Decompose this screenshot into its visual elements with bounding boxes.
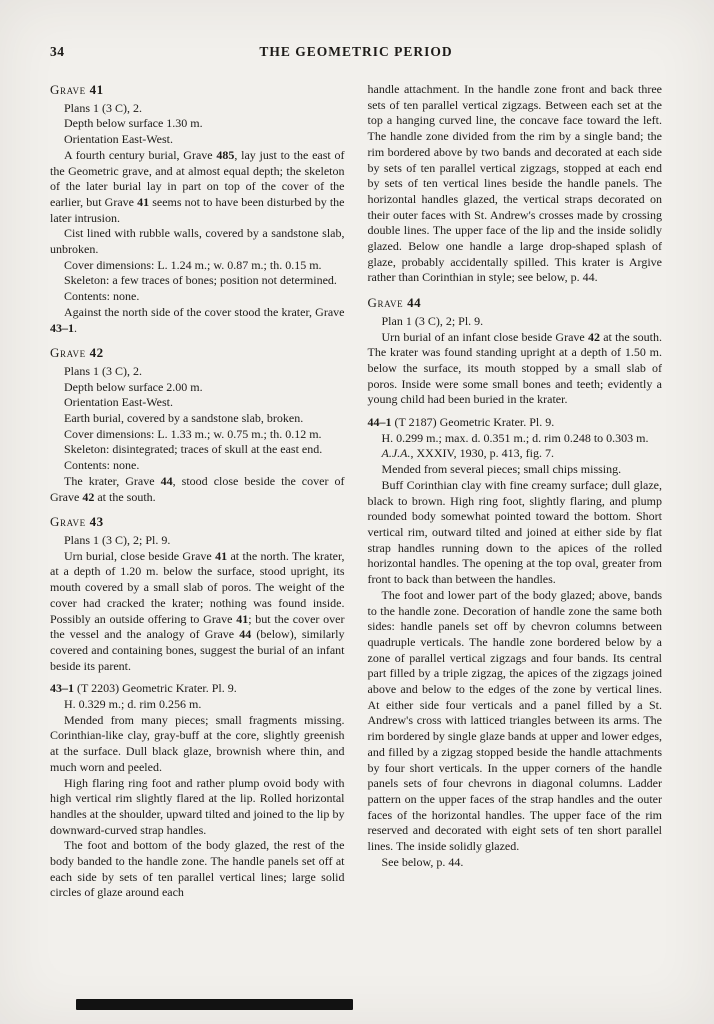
text-run: Cist lined with rubble walls, covered by a sandstone slab, unbroken. xyxy=(50,226,345,257)
text-run: Grave xyxy=(50,345,90,361)
text-run: (below), similarly covered and containing bones, suggest the burial of an infant beside its parent. xyxy=(50,627,345,673)
paragraph xyxy=(50,380,345,396)
text-run: High flaring ring foot and rather plump ovoid body with high vertical rim slightly flared at the lip. Rolled horizontal handles at the shoulder, upward tilted and joined to the lip by downward-curved strap handles. xyxy=(50,775,345,837)
text-run: Plans 1 (3 C), 2; Pl. 9. xyxy=(64,532,171,547)
text-run: 42 xyxy=(587,329,600,344)
text-run: , stood close beside the cover of Grave xyxy=(50,473,345,504)
paragraph xyxy=(368,82,663,286)
text-run: A fourth century burial, Grave xyxy=(64,147,217,162)
text-run: Urn burial, close beside Grave xyxy=(64,548,216,563)
paragraph xyxy=(50,273,345,289)
text-run: Cover dimensions: L. 1.24 m.; w. 0.87 m.; th. 0.15 m. xyxy=(64,257,322,272)
text-run: Cover dimensions: L. 1.33 m.; w. 0.75 m.; th. 0.12 m. xyxy=(64,426,322,441)
text-run: Buff Corinthian clay with fine creamy surface; dull glaze, black to brown. High ring foot, slightly flaring, and plump rounded body somewhat pointed toward the bottom. Short vertical rim, outward tilted and joined at either side by flat strap handles running down to the apices of the rolled horizontal handles. The opening at the top oval, greater from front to back than between the handles. xyxy=(367,477,662,587)
paragraph xyxy=(50,364,345,380)
grave-heading xyxy=(50,82,345,98)
text-run: The krater, Grave xyxy=(64,473,161,488)
grave-heading xyxy=(368,295,663,311)
text-run: Plans 1 (3 C), 2. xyxy=(64,363,142,378)
paragraph xyxy=(50,101,345,117)
text-run: ; but the cover over the vessel and the analogy of Grave xyxy=(50,611,345,642)
text-run: at the north. The krater, at a depth of 1.20 m. below the surface, stood upright, its mouth covered by a small slab of poros. The weight of the cover had cracked the krater; nothing was found inside. Possibly an outside offering to Grave xyxy=(50,548,345,626)
catalog-entry xyxy=(50,681,345,697)
text-run: The foot and lower part of the body glazed; above, bands to the handle zone. Decoration of handle zone the same both sides: handle panels set off by chevron columns between quadruple verticals. The handle zone bordered below by a zone of parallel vertical zigzags and four bands. Its central part filled by a triple zigzag, the apices of the zigzags joined above and below to the edges of the zone by vertical lines. At either side four verticals and a panel filled by a St. Andrew's cross with latticed triangles between its arms. The rim bordered by single glaze bands at upper and lower edges, and filled by a zigzag stopped beside the handle attachments by four short verticals. In the upper corners of the handle panels sets of four chevrons in diagonal columns. Ladder pattern on the upper faces of the strap handles and the outer faces of the horizontal handles. The upper face of the rim reserved and decorated with eight sets of ten short parallel lines. The inside solidly glazed. xyxy=(367,587,662,854)
paragraph xyxy=(368,478,663,588)
text-run: seems not to have been disturbed by the later intrusion. xyxy=(50,194,345,225)
paragraph xyxy=(368,446,663,462)
paragraph xyxy=(368,462,663,478)
paragraph xyxy=(50,533,345,549)
page-title: THE GEOMETRIC PERIOD xyxy=(259,44,453,59)
text-run: 44 xyxy=(407,295,422,311)
paragraph xyxy=(50,549,345,675)
grave-heading xyxy=(50,514,345,530)
page-number: 34 xyxy=(50,44,65,59)
paragraph xyxy=(50,411,345,427)
text-run: Mended from several pieces; small chips missing. xyxy=(381,462,622,477)
paragraph xyxy=(50,226,345,257)
paragraph xyxy=(368,314,663,330)
text-run: (T 2187) Geometric Krater. Pl. 9. xyxy=(391,415,555,430)
text-columns xyxy=(50,82,662,901)
paragraph xyxy=(50,395,345,411)
text-run: handle attachment. In the handle zone front and back three sets of ten parallel vertical zigzags. Between each set at the top a hanging curved line, the concave face toward the left. The handle zone divided from the rim by a single band; the rim bordered above by two bands and decorated at each side by sets of ten parallel vertical zigzags, stopped at each end by sets of ten vertical lines beside the handle panels. The horizontal handles glazed, the vertical straps decorated on their outer faces with St. Andrew's crosses made by crossing double lines. The upper face of the lip and the inside solidly glazed. Below one handle a large drop-shaped splash of glaze, probably accidentally spilled. This krater is Argive rather than Corinthian in style; see below, p. 44. xyxy=(367,82,662,285)
text-run: 43–1 xyxy=(50,681,74,696)
paragraph xyxy=(50,258,345,274)
text-run: , lay just to the east of the Geometric grave, and at almost equal depth; the skeleton of the later burial lay in part on top of the cover of the earlier, but Grave xyxy=(50,147,345,209)
running-head xyxy=(50,44,662,60)
paragraph xyxy=(50,148,345,227)
text-run: 42 xyxy=(89,345,104,361)
paragraph xyxy=(50,713,345,776)
text-run: 43–1 xyxy=(50,320,74,335)
text-run: Skeleton: a few traces of bones; position not determined. xyxy=(64,273,337,288)
text-run: 44 xyxy=(239,627,252,642)
text-run: Plans 1 (3 C), 2. xyxy=(64,100,142,115)
paragraph xyxy=(368,588,663,855)
paragraph xyxy=(50,474,345,505)
text-run: 485 xyxy=(216,147,235,162)
paragraph xyxy=(50,289,345,305)
paragraph xyxy=(50,442,345,458)
text-run: Depth below surface 2.00 m. xyxy=(64,379,203,394)
text-run: Grave xyxy=(50,82,90,97)
scan-artifact-bar xyxy=(76,999,353,1010)
paragraph xyxy=(368,855,663,871)
text-run: Urn burial of an infant close beside Grave xyxy=(381,329,588,344)
text-run: 43 xyxy=(89,514,104,530)
text-run: Grave xyxy=(50,514,90,530)
paragraph xyxy=(50,305,345,336)
paragraph xyxy=(50,427,345,443)
text-run: 42 xyxy=(82,489,95,504)
text-run: 41 xyxy=(89,82,104,97)
text-run: Orientation East-West. xyxy=(64,132,174,147)
text-run: Plan 1 (3 C), 2; Pl. 9. xyxy=(381,313,484,328)
text-run: Contents: none. xyxy=(64,289,140,304)
text-run: Against the north side of the cover stood the krater, Grave xyxy=(64,304,345,319)
text-run: (T 2203) Geometric Krater. Pl. 9. xyxy=(74,681,237,696)
paragraph xyxy=(50,116,345,132)
paragraph xyxy=(50,838,345,901)
text-run: Earth burial, covered by a sandstone slab, broken. xyxy=(64,411,304,426)
paragraph xyxy=(50,458,345,474)
paragraph xyxy=(368,330,663,409)
paragraph xyxy=(50,697,345,713)
text-run: 41 xyxy=(215,548,228,563)
paragraph xyxy=(50,776,345,839)
text-run: The foot and bottom of the body glazed, the rest of the body banded to the handle zone. The handle panels set off at each side by sets of ten parallel vertical lines; large solid circles of glaze around each xyxy=(50,838,345,900)
text-run: at the south. xyxy=(94,489,156,504)
text-run: Mended from many pieces; small fragments missing. Corinthian-like clay, gray-buff at the core, slightly greenish at the surface. Dull black glaze, brownish where thin, and much worn and peeled. xyxy=(50,712,345,774)
paragraph xyxy=(50,132,345,148)
grave-heading xyxy=(50,345,345,361)
text-run: Depth below surface 1.30 m. xyxy=(64,116,203,131)
text-run: 41 xyxy=(137,194,150,209)
column-right xyxy=(368,82,663,901)
text-run: 44 xyxy=(160,473,173,488)
text-run: Orientation East-West. xyxy=(64,395,174,410)
text-run: 41 xyxy=(236,611,249,626)
paragraph xyxy=(368,431,663,447)
text-run: , XXXIV, 1930, p. 413, fig. 7. xyxy=(410,446,554,461)
text-run: H. 0.299 m.; max. d. 0.351 m.; d. rim 0.248 to 0.303 m. xyxy=(381,430,649,445)
catalog-entry xyxy=(368,415,663,431)
text-run: See below, p. 44. xyxy=(381,854,464,869)
text-run: Skeleton: disintegrated; traces of skull at the east end. xyxy=(64,442,323,457)
text-run: Contents: none. xyxy=(64,458,140,473)
text-run: H. 0.329 m.; d. rim 0.256 m. xyxy=(64,697,202,712)
column-left xyxy=(50,82,345,901)
text-run: A.J.A. xyxy=(381,446,411,461)
text-run: at the south. The krater was found standing upright at a depth of 1.50 m. below the surface, its mouth stopped by a small slab of poros. Inside were some small bones and teeth; evidently a young child had been buried in the krater. xyxy=(367,329,662,407)
text-run: 44–1 xyxy=(367,415,392,430)
text-run: . xyxy=(74,320,77,335)
text-run: Grave xyxy=(367,295,408,311)
